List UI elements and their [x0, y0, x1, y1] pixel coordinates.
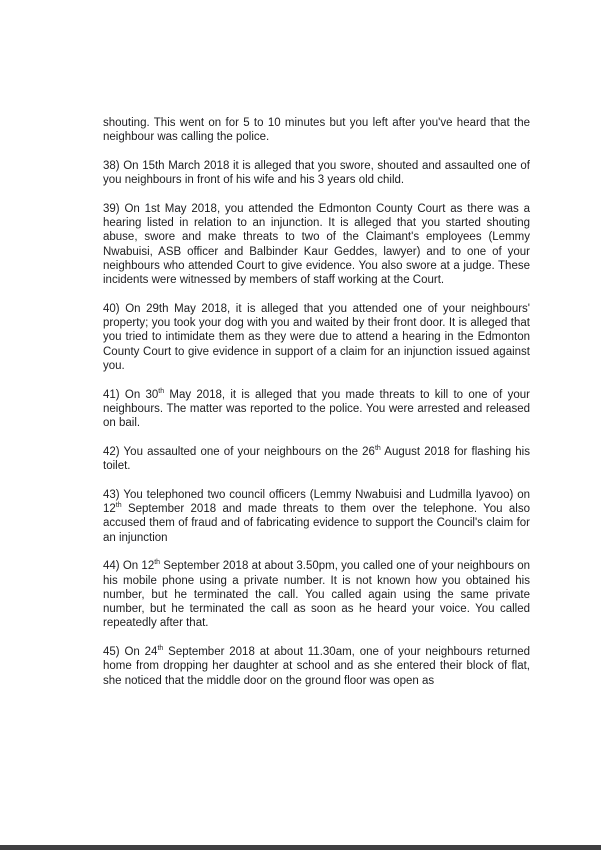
paragraph	[103, 202, 530, 288]
paragraph-text: 45) On 24	[103, 645, 158, 658]
paragraph-text: September 2018 at about 3.50pm, you called one of your neighbours on his mobile phone using a private number. It is not known how you obtained his number, but he terminated the call. You called again using the same private number, but he terminated the call as soon as he heard your voice. You called repeatedly after that.	[103, 560, 530, 630]
paragraph	[103, 159, 530, 188]
document-body	[103, 116, 530, 702]
paragraph	[103, 388, 530, 431]
paragraph-text: September 2018 at about 11.30am, one of your neighbours returned home from dropping her daughter at school and as she entered their block of flat, she noticed that the middle door on the ground floor was open as	[103, 645, 530, 687]
paragraph-text: 41) On 30	[103, 388, 159, 401]
ordinal-superscript: th	[157, 645, 164, 653]
paragraph-text: August 2018 for flashing his toilet.	[103, 445, 530, 473]
ordinal-superscript: th	[115, 502, 122, 510]
ordinal-superscript: th	[158, 387, 165, 395]
ordinal-superscript: th	[154, 559, 161, 567]
paragraph	[103, 559, 530, 630]
paragraph-text: 38) On 15th March 2018 it is alleged that you swore, shouted and assaulted one of you neighbours in front of his wife and his 3 years old child.	[103, 159, 530, 187]
paragraph-text: 42) You assaulted one of your neighbours on the 26	[103, 445, 375, 458]
paragraph-text: 43) You telephoned two council officers (Lemmy Nwabuisi and Ludmilla Iyavoo) on 12	[103, 488, 530, 516]
paragraph-text: shouting. This went on for 5 to 10 minutes but you left after you've heard that the neighbour was calling the police.	[103, 117, 530, 144]
paragraph	[103, 445, 530, 474]
paragraph	[103, 302, 530, 373]
paragraph	[103, 488, 530, 545]
paragraph-text: 40) On 29th May 2018, it is alleged that you attended one of your neighbours' property; you took your dog with you and waited by their front door. It is alleged that you tried to intimidate them as they were due to attend a hearing in the Edmonton County Court to give evidence in support of a claim for an injunction issued against you.	[103, 302, 530, 373]
paragraph	[103, 116, 530, 145]
bottom-edge-bar	[0, 845, 601, 850]
paragraph-text: May 2018, it is alleged that you made threats to kill to one of your neighbours. The matter was reported to the police. You were arrested and released on bail.	[103, 388, 530, 430]
ordinal-superscript: th	[374, 445, 381, 452]
paragraph-text: 39) On 1st May 2018, you attended the Edmonton County Court as there was a hearing listed in relation to an injunction. It is alleged that you started shouting abuse, swore and make threats to two of the Claimant's employees (Lemmy Nwabuisi, ASB officer and Balbinder Kaur Geddes, lawyer) and to one of your neighbours who attended Court to give evidence. You also swore at a judge. These incidents were witnessed by members of staff working at the Court.	[103, 202, 530, 287]
paragraph-text: 44) On 12	[103, 560, 155, 573]
paragraph-text: September 2018 and made threats to them over the telephone. You also accused them of fraud and of fabricating evidence to support the Council's claim for an injunction	[103, 503, 530, 544]
paragraph	[103, 645, 530, 688]
